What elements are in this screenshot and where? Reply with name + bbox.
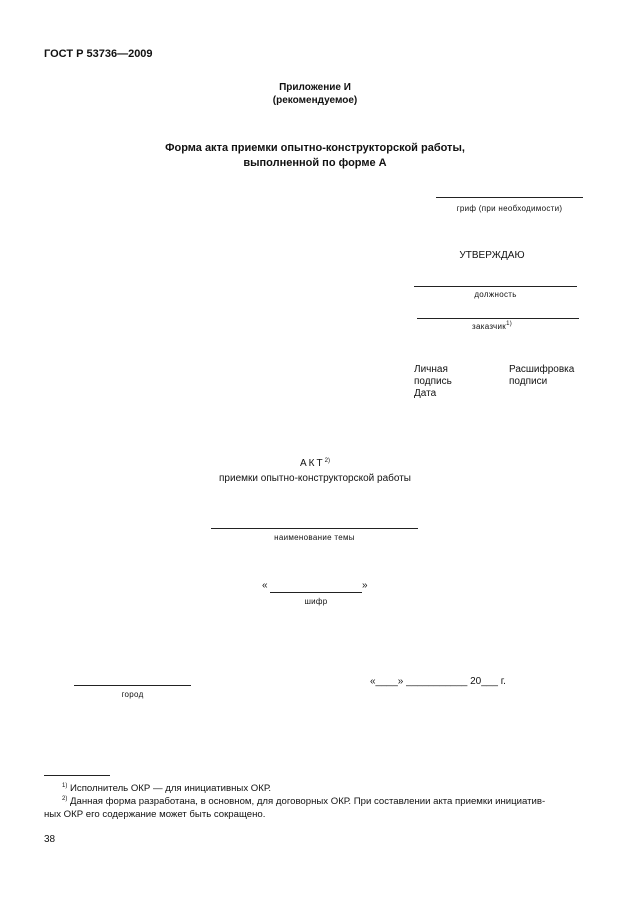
- grif-label: гриф (при необходимости): [456, 204, 563, 213]
- act-title: [0, 458, 630, 469]
- act-title-text: АКТ: [300, 458, 325, 469]
- customer-text: заказчик: [472, 322, 507, 331]
- code-open-quote: «: [262, 580, 268, 591]
- form-title-line2: выполненной по форме А: [243, 157, 387, 169]
- personal-signature-2: подпись: [414, 376, 452, 387]
- footnote-1: [62, 783, 271, 794]
- decoding-2: подписи: [509, 376, 548, 387]
- date-label: Дата: [414, 388, 437, 399]
- footnote-2: [62, 796, 545, 807]
- code-label: шифр: [304, 597, 328, 606]
- form-title-line1: Форма акта приемки опытно-конструкторской работы,: [165, 142, 465, 154]
- grif-line: [436, 197, 583, 198]
- city-label: город: [121, 690, 144, 699]
- personal-signature-1: Личная: [414, 364, 448, 375]
- footnote-mark: 2): [62, 796, 68, 802]
- position-label: должность: [474, 290, 517, 299]
- footnote-separator: [44, 775, 110, 776]
- topic-line: [211, 528, 418, 529]
- position-line: [414, 286, 577, 287]
- approve-title: УТВЕРЖДАЮ: [459, 250, 525, 261]
- footnote-mark: 1): [62, 783, 68, 789]
- city-line: [74, 685, 191, 686]
- date-field: «____» ___________ 20___ г.: [370, 676, 506, 687]
- topic-label: наименование темы: [274, 533, 355, 542]
- appendix-note: (рекомендуемое): [272, 95, 358, 106]
- code-line: [270, 592, 362, 593]
- act-subtitle: приемки опытно-конструкторской работы: [219, 473, 411, 484]
- footnote-text: Данная форма разработана, в основном, для договорных ОКР. При составлении акта приемки инициатив-: [70, 796, 546, 807]
- standard-number: ГОСТ Р 53736—2009: [44, 48, 153, 60]
- page-number: 38: [44, 834, 56, 845]
- footnote-2-cont: ных ОКР его содержание может быть сокращено.: [44, 809, 266, 820]
- footnote-ref: 2): [324, 458, 330, 464]
- customer-label: [472, 321, 512, 331]
- appendix-title: Приложение И: [279, 82, 351, 93]
- footnote-ref: 1): [506, 321, 513, 327]
- decoding-1: Расшифровка: [509, 364, 575, 375]
- footnote-text: Исполнитель ОКР — для инициативных ОКР.: [70, 783, 272, 794]
- code-close-quote: »: [362, 580, 368, 591]
- customer-line: [417, 318, 579, 319]
